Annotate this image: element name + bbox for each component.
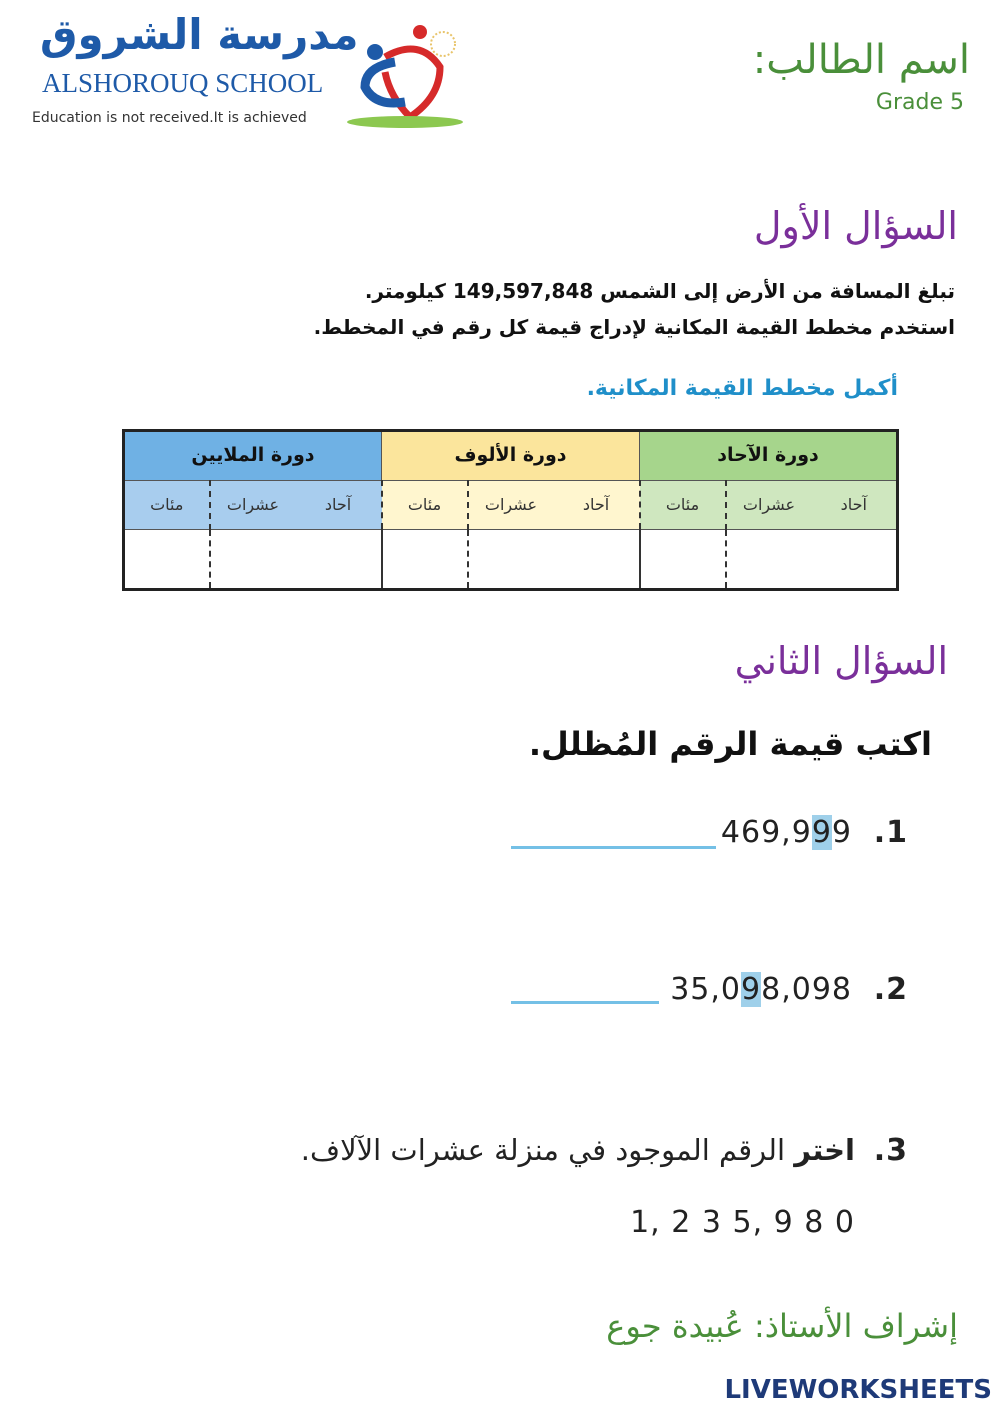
school-logo-icon: [345, 22, 470, 130]
shaded-digit: 9: [741, 972, 762, 1007]
school-tagline: Education is not received.It is achieved: [32, 110, 307, 126]
place-ten-thousands: عشرات: [468, 481, 554, 530]
period-millions: دورة الملايين: [124, 431, 382, 481]
item-1-label: .1: [873, 815, 908, 850]
place-thousands: آحاد: [554, 481, 640, 530]
question-1-line-1: تبلغ المسافة من الأرض إلى الشمس 149,597,848 كيلومتر.: [364, 279, 955, 303]
student-name-label: اسم الطالب:: [752, 37, 970, 83]
answer-line-2[interactable]: [511, 1001, 659, 1004]
place-ten-millions: عشرات: [210, 481, 296, 530]
supervisor-name: إشراف الأستاذ: عُبيدة جوع: [606, 1307, 958, 1345]
answer-cell[interactable]: [554, 530, 640, 590]
place-hundred-millions: مئات: [124, 481, 210, 530]
place-value-chart: [122, 429, 899, 591]
place-hundred-thousands: مئات: [382, 481, 468, 530]
item-2-number: 35,098,098: [670, 972, 852, 1007]
answer-cell[interactable]: [296, 530, 382, 590]
answer-cell[interactable]: [726, 530, 812, 590]
question-2-title: السؤال الثاني: [734, 639, 948, 683]
shaded-digit: 9: [811, 815, 832, 850]
place-ones: آحاد: [812, 481, 898, 530]
question-2-instruction: اكتب قيمة الرقم المُظلل.: [528, 725, 932, 763]
place-millions: آحاد: [296, 481, 382, 530]
school-name-arabic: مدرسة الشروق: [40, 10, 359, 59]
question-1-line-2: استخدم مخطط القيمة المكانية لإدراج قيمة كل رقم في المخطط.: [313, 315, 955, 339]
period-ones: دورة الآحاد: [640, 431, 898, 481]
place-hundreds: مئات: [640, 481, 726, 530]
period-thousands: دورة الألوف: [382, 431, 640, 481]
question-1-instruction: أكمل مخطط القيمة المكانية.: [586, 376, 898, 401]
item-3-number[interactable]: 1, 2 3 5, 9 8 0: [630, 1205, 855, 1240]
item-1-number: 469,999: [720, 815, 852, 850]
answer-cell[interactable]: [468, 530, 554, 590]
answer-line-1[interactable]: [511, 846, 716, 849]
school-name-english: ALSHOROUQ SCHOOL: [42, 68, 324, 98]
item-3-label: .3: [873, 1133, 908, 1168]
grade-label: Grade 5: [875, 90, 964, 115]
question-1-title: السؤال الأول: [753, 204, 958, 248]
answer-cell[interactable]: [640, 530, 726, 590]
item-3-text: اختر الرقم الموجود في منزلة عشرات الآلاف.: [300, 1133, 855, 1167]
answer-cell[interactable]: [812, 530, 898, 590]
answer-cell[interactable]: [382, 530, 468, 590]
answer-cell[interactable]: [124, 530, 210, 590]
answer-cell[interactable]: [210, 530, 296, 590]
liveworksheets-brand: LIVEWORKSHEETS: [724, 1375, 992, 1405]
item-2-label: .2: [873, 972, 908, 1007]
place-tens: عشرات: [726, 481, 812, 530]
